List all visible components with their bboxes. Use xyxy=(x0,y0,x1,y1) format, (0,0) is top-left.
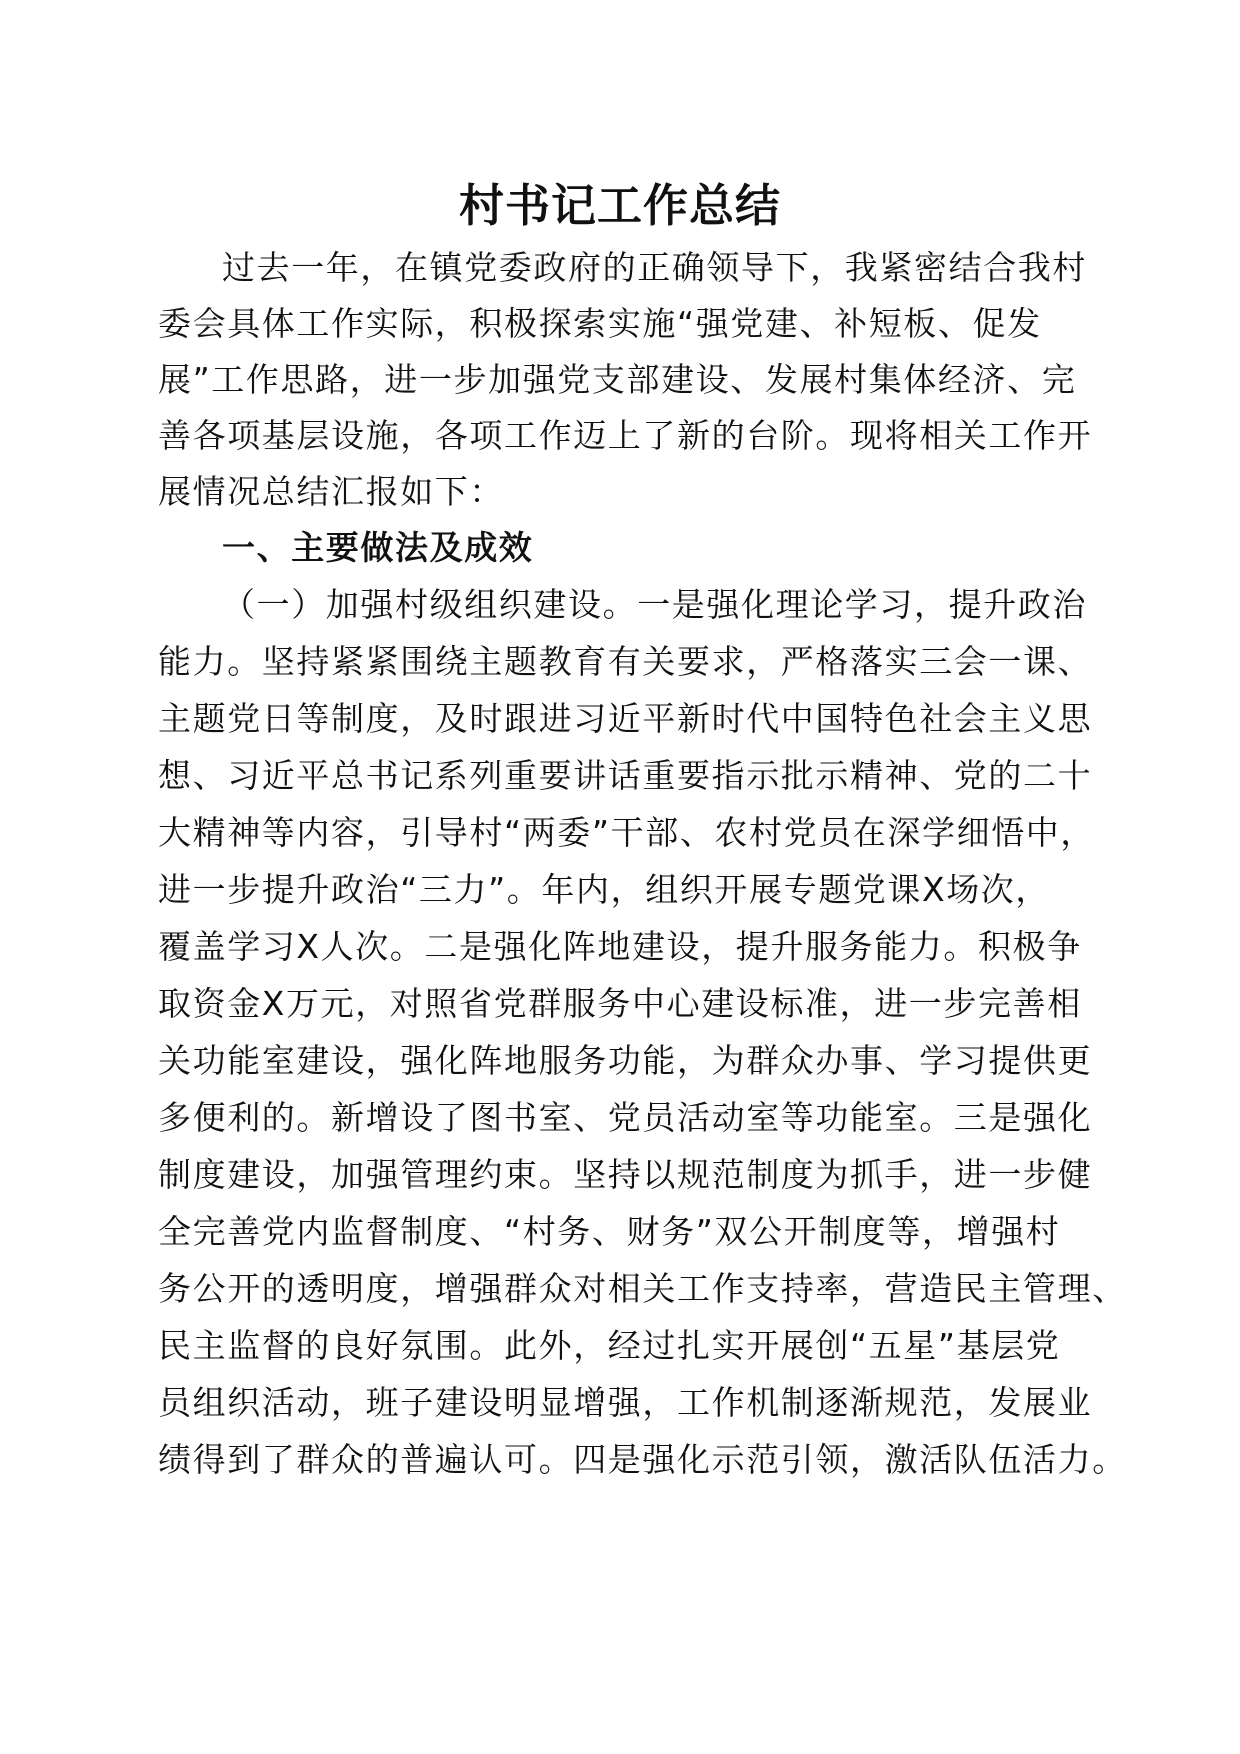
body-line-2: 能力。坚持紧紧围绕主题教育有关要求，严格落实三会一课、 xyxy=(158,642,1093,681)
body-line-3: 主题党日等制度，及时跟进习近平新时代中国特色社会主义思 xyxy=(158,699,1093,738)
body-line-16: 绩得到了群众的普遍认可。四是强化示范引领，激活队伍活力。 xyxy=(158,1440,1127,1479)
body-line-11: 制度建设，加强管理约束。坚持以规范制度为抓手，进一步健 xyxy=(158,1155,1093,1194)
intro-line-4: 善各项基层设施，各项工作迈上了新的台阶。现将相关工作开 xyxy=(158,416,1093,455)
body-line-6: 进一步提升政治“三力”。年内，组织开展专题党课X场次， xyxy=(158,870,1050,909)
intro-line-1: 过去一年，在镇党委政府的正确领导下，我紧密结合我村 xyxy=(222,248,1087,287)
body-line-4: 想、习近平总书记系列重要讲话重要指示批示精神、党的二十 xyxy=(158,756,1093,795)
body-line-1: （一）加强村级组织建设。一是强化理论学习，提升政治 xyxy=(222,585,1087,624)
body-line-14: 民主监督的良好氛围。此外，经过扎实开展创“五星”基层党 xyxy=(158,1326,1061,1365)
section-heading: 一、主要做法及成效 xyxy=(222,528,534,567)
body-line-5: 大精神等内容，引导村“两委”干部、农村党员在深学细悟中， xyxy=(158,813,1095,852)
intro-line-5: 展情况总结汇报如下： xyxy=(158,472,504,511)
body-line-7: 覆盖学习X人次。二是强化阵地建设，提升服务能力。积极争 xyxy=(158,927,1082,966)
intro-line-3: 展”工作思路，进一步加强党支部建设、发展村集体经济、完 xyxy=(158,360,1077,399)
body-line-12: 全完善党内监督制度、“村务、财务”双公开制度等，增强村 xyxy=(158,1212,1061,1251)
body-line-15: 员组织活动，班子建设明显增强，工作机制逐渐规范，发展业 xyxy=(158,1383,1093,1422)
body-line-13: 务公开的透明度，增强群众对相关工作支持率，营造民主管理、 xyxy=(158,1269,1127,1308)
body-line-8: 取资金X万元，对照省党群服务中心建设标准，进一步完善相 xyxy=(158,984,1082,1023)
body-line-10: 多便利的。新增设了图书室、党员活动室等功能室。三是强化 xyxy=(158,1098,1093,1137)
intro-line-2: 委会具体工作实际，积极探索实施“强党建、补短板、促发 xyxy=(158,304,1042,343)
body-line-9: 关功能室建设，强化阵地服务功能，为群众办事、学习提供更 xyxy=(158,1041,1093,1080)
document-title: 村书记工作总结 xyxy=(458,179,781,232)
